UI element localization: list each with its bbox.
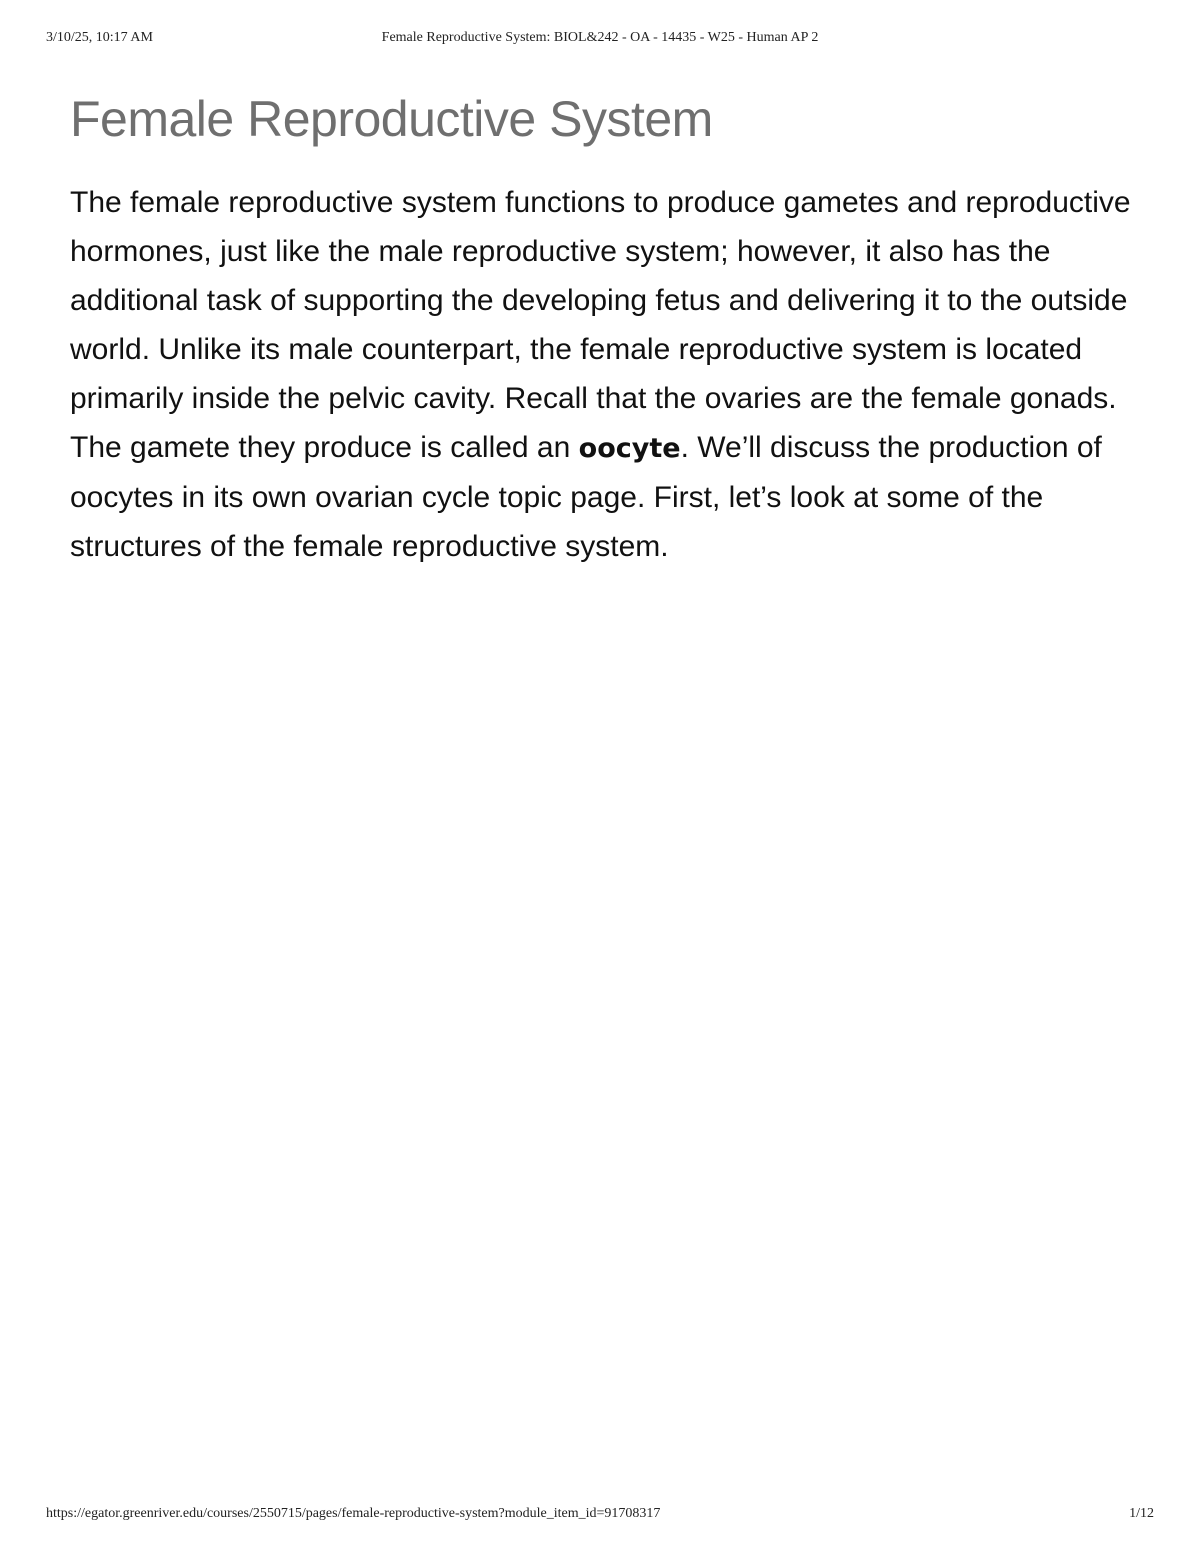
page-content — [70, 86, 1140, 571]
page-title: Female Reproductive System — [70, 91, 713, 147]
print-timestamp: 3/10/25, 10:17 AM — [46, 30, 153, 45]
paragraph-text-before-term: The female reproductive system functions to produce gametes and reproductive hormones, just like the male reproductive system; however, it also has the additional task of supporting the developing fetus and delivering it to the outside world. Unlike its male counterpart, the female reproductive system is located primarily inside the pelvic cavity. Recall that the ovaries are the female gonads. The gamete they produce is called an — [70, 186, 1131, 464]
print-url: https://egator.greenriver.edu/courses/2550715/pages/female-reproductive-system?module_item_id=91708317 — [46, 1506, 661, 1521]
page-indicator: 1/12 — [1129, 1506, 1154, 1521]
print-header — [46, 30, 1154, 50]
bold-term-oocyte: oocyte — [578, 433, 681, 464]
print-footer — [46, 1506, 1154, 1526]
intro-paragraph — [70, 178, 1140, 571]
print-document-title: Female Reproductive System: BIOL&242 - OA - 14435 - W25 - Human AP 2 — [381, 30, 819, 45]
paragraph-text-after-term: . We’ll discuss the production of oocytes in its own ovarian cycle topic page. First, let’s look at some of the structures of the female reproductive system. — [70, 431, 1102, 563]
